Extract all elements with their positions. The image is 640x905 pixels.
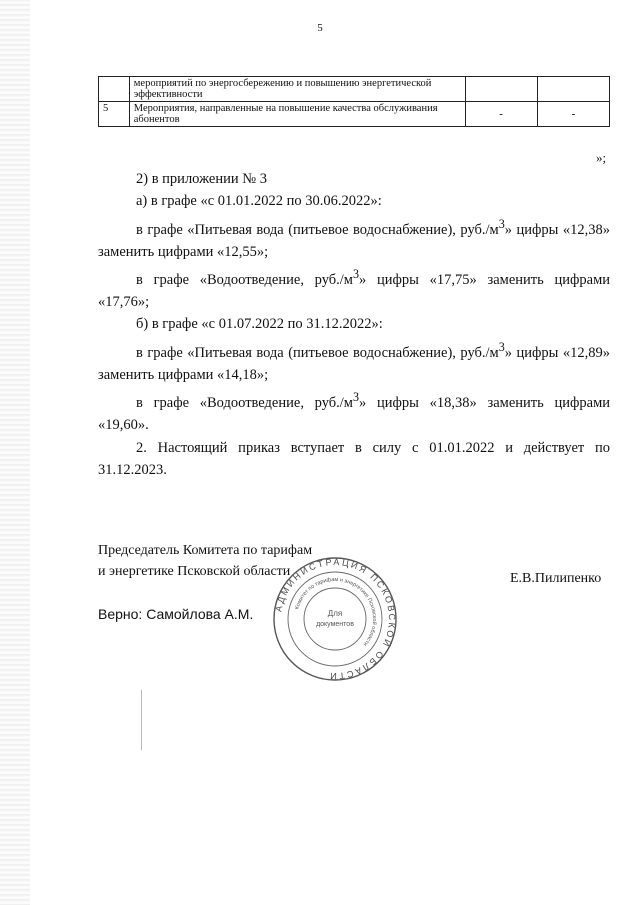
amendment-table [98, 76, 610, 127]
table-cell-text: мероприятий по энергосбережению и повышению энергетической эффективности [129, 77, 465, 102]
table-closing-quote: »; [596, 150, 607, 165]
paragraph: в графе «Водоотведение, $руб./м^3$» цифры «17,75» заменить цифрами «17,76»; [98, 267, 611, 311]
table-cell-value [537, 77, 609, 102]
paragraph: б) в графе «с 01.07.2022 по 31.12.2022»: [136, 316, 383, 333]
table-cell-num [99, 77, 130, 102]
paragraph: а) в графе «с 01.01.2022 по 30.06.2022»: [136, 193, 382, 210]
svg-text:Для: Для [327, 609, 343, 618]
svg-text:документов: документов [316, 621, 354, 628]
table-cell-value: - [537, 102, 609, 127]
table-row [99, 102, 610, 127]
table-cell-value: - [465, 102, 537, 127]
svg-text:Комитет по тарифам и энергетик: Комитет по тарифам и энергетике Псковской области [294, 576, 378, 647]
signatory-name: Е.В.Пилипенко [510, 571, 602, 586]
table-row [99, 77, 610, 102]
document-body [98, 168, 610, 481]
paragraph: в графе «Водоотведение, $руб./м^3$» цифры «18,38» заменить цифрами «19,60». [98, 390, 611, 434]
signatory-title-line: Председатель Комитета по тарифам [98, 543, 313, 558]
signatory-title-line: и энергетике Псковской области [98, 564, 291, 579]
margin-mark [141, 690, 142, 750]
paragraph: 2. Настоящий приказ вступает в силу с 01.01.2022 и действует по 31.12.2023. [98, 439, 610, 478]
paragraph: в графе «Питьевая вода (питьевое водоснабжение), $руб./м^3$» цифры «12,89» заменить цифрами «14,18»; [98, 339, 610, 383]
scan-edge-noise [0, 0, 30, 905]
table-cell-num: 5 [99, 102, 130, 127]
certified-copy-line: Верно: Самойлова А.М. [98, 606, 254, 622]
svg-text:АДМИНИСТРАЦИЯ ПСКОВСКОЙ ОБЛАСТ: АДМИНИСТРАЦИЯ ПСКОВСКОЙ ОБЛАСТИ [273, 556, 398, 682]
paragraph: в графе «Питьевая вода (питьевое водоснабжение), $руб./м^3$» цифры «12,38» заменить цифрами «12,55»; [98, 216, 610, 260]
table-cell-text: Мероприятия, направленные на повышение качества обслуживания абонентов [129, 102, 465, 127]
official-seal-icon [272, 556, 398, 682]
page-number: 5 [317, 22, 323, 34]
table-cell-value [465, 77, 537, 102]
paragraph: 2) в приложении № 3 [136, 171, 267, 187]
